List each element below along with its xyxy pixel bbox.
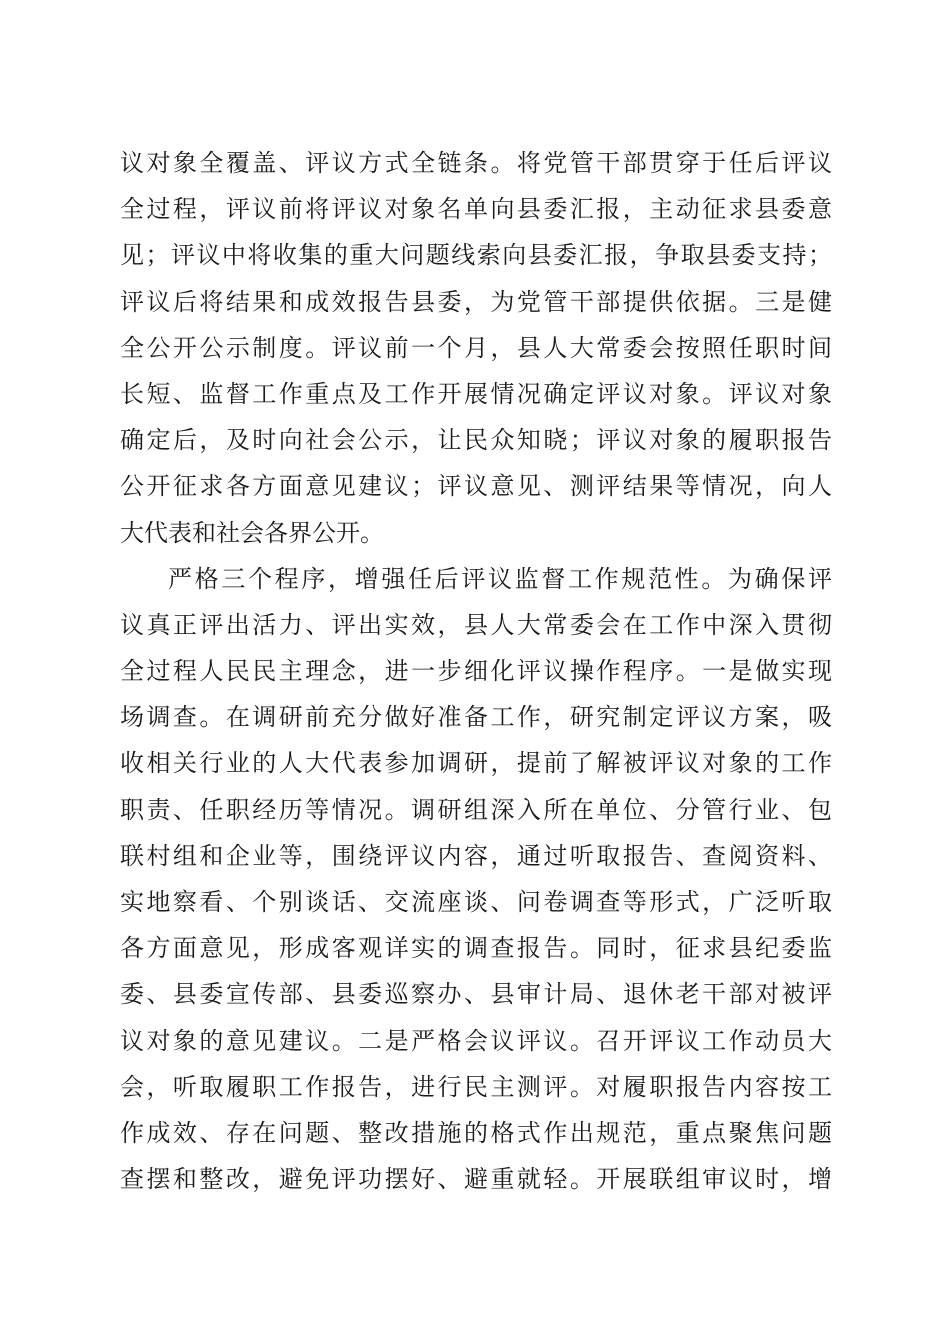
text-line: 议对象的意见建议。二是严格会议评议。召开评议工作动员大 bbox=[120, 1026, 832, 1055]
text-line: 查摆和整改，避免评功摆好、避重就轻。开展联组审议时，增 bbox=[120, 1165, 832, 1194]
text-line: 实地察看、个别谈话、交流座谈、问卷调查等形式，广泛听取 bbox=[120, 888, 832, 916]
text-line: 议真正评出活力、评出实效，县人大常委会在工作中深入贯彻 bbox=[120, 610, 832, 639]
paragraph-1 bbox=[120, 140, 832, 556]
text-line: 各方面意见，形成客观详实的调查报告。同时，征求县纪委监 bbox=[120, 934, 832, 963]
text-line: 公开征求各方面意见建议；评议意见、测评结果等情况，向人 bbox=[120, 472, 832, 501]
text-line: 委、县委宣传部、县委巡察办、县审计局、退休老干部对被评 bbox=[120, 980, 832, 1009]
text-line: 严格三个程序，增强任后评议监督工作规范性。为确保评 bbox=[168, 564, 832, 593]
text-line: 议对象全覆盖、评议方式全链条。将党管干部贯穿于任后评议 bbox=[120, 149, 832, 177]
text-line: 联村组和企业等，围绕评议内容，通过听取报告、查阅资料、 bbox=[120, 841, 832, 870]
text-line: 全公开公示制度。评议前一个月，县人大常委会按照任职时间 bbox=[120, 333, 832, 362]
text-line: 会，听取履职工作报告，进行民主测评。对履职报告内容按工 bbox=[120, 1072, 832, 1101]
text-line: 作成效、存在问题、整改措施的格式作出规范，重点聚焦问题 bbox=[120, 1118, 832, 1147]
text-line: 场调查。在调研前充分做好准备工作，研究制定评议方案，吸 bbox=[120, 703, 832, 732]
text-line: 评议后将结果和成效报告县委，为党管干部提供依据。三是健 bbox=[120, 287, 832, 316]
text-line: 长短、监督工作重点及工作开展情况确定评议对象。评议对象 bbox=[120, 379, 832, 408]
text-line: 确定后，及时向社会公示，让民众知晓；评议对象的履职报告 bbox=[120, 426, 832, 455]
paragraph-2 bbox=[120, 556, 832, 1203]
body-text bbox=[120, 140, 832, 1202]
text-line: 职责、任职经历等情况。调研组深入所在单位、分管行业、包 bbox=[120, 795, 832, 824]
text-line: 见；评议中将收集的重大问题线索向县委汇报，争取县委支持； bbox=[120, 241, 832, 270]
text-line: 全过程人民民主理念，进一步细化评议操作程序。一是做实现 bbox=[120, 657, 832, 686]
text-line: 全过程，评议前将评议对象名单向县委汇报，主动征求县委意 bbox=[120, 195, 832, 224]
text-line: 收相关行业的人大代表参加调研，提前了解被评议对象的工作 bbox=[120, 749, 832, 778]
text-line: 大代表和社会各界公开。 bbox=[120, 518, 384, 547]
